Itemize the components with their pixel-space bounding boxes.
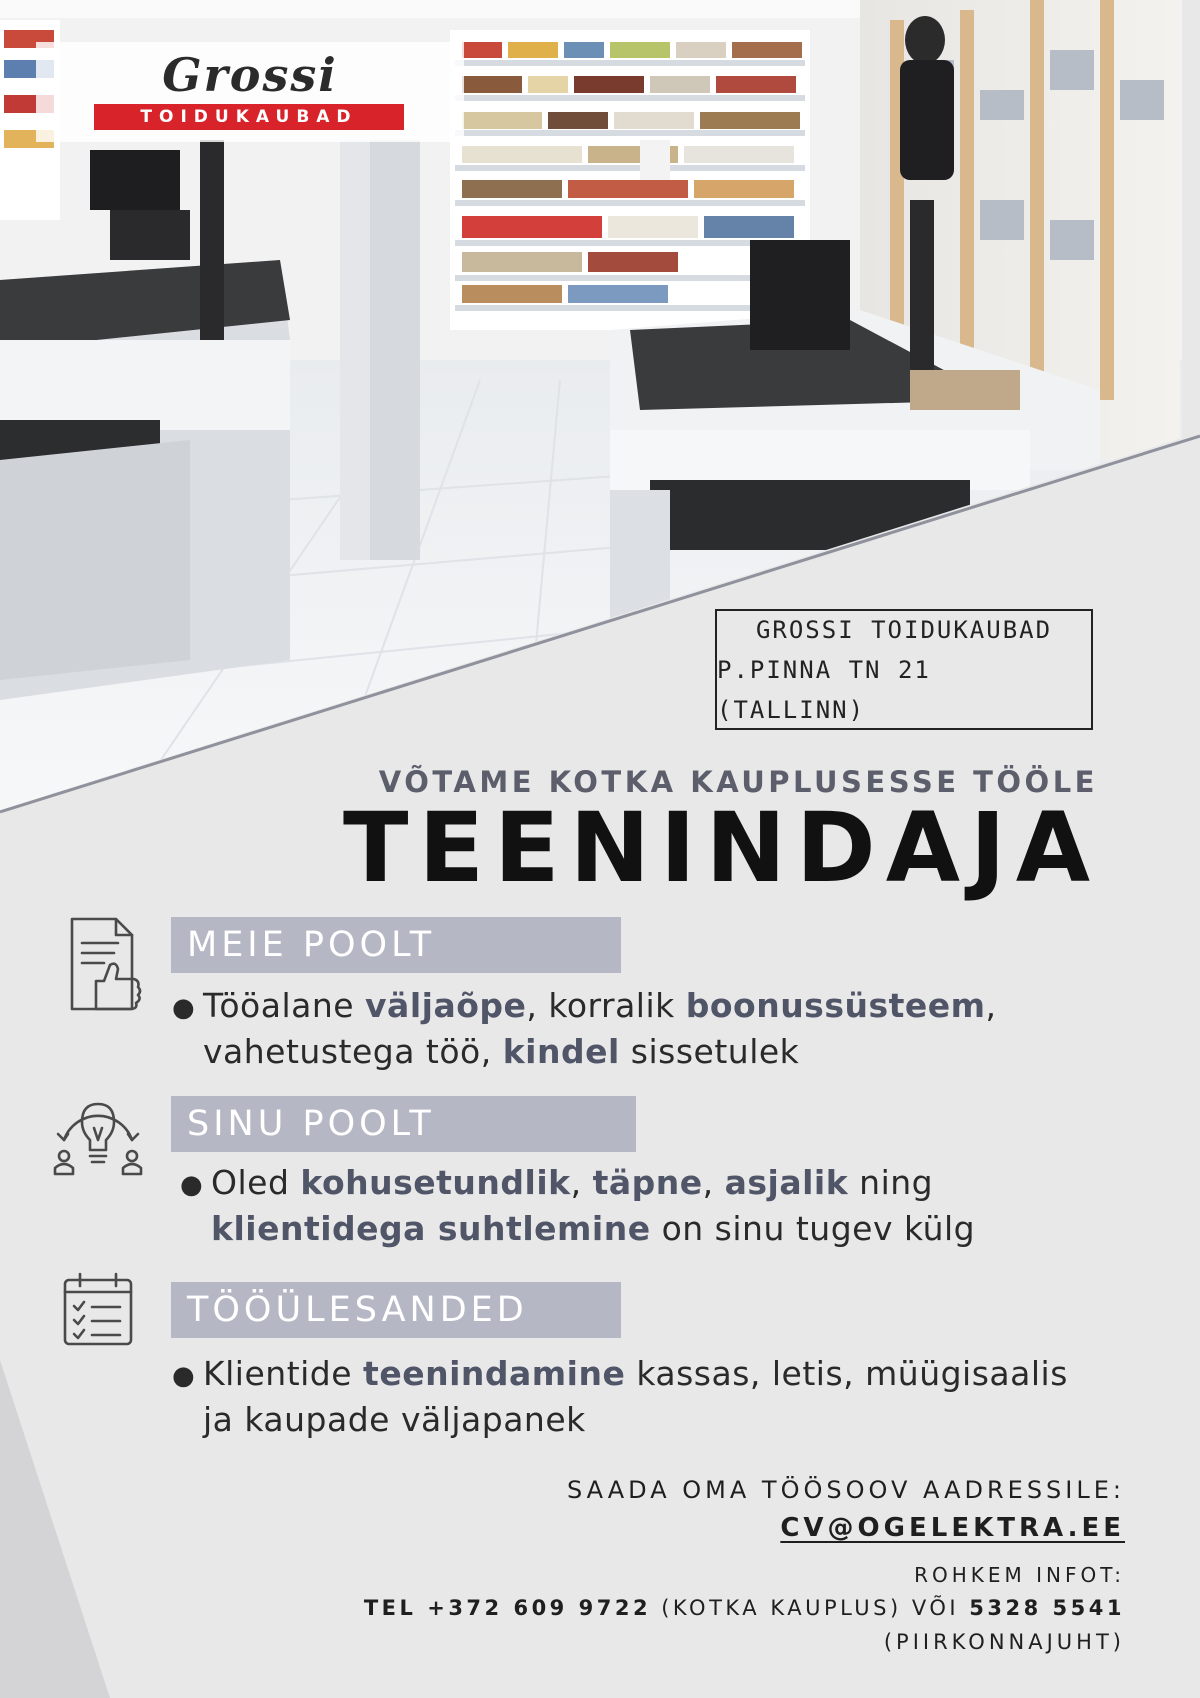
body-text: Oled bbox=[211, 1163, 301, 1202]
body-text: , korralik bbox=[526, 986, 686, 1025]
bullet: ● bbox=[172, 993, 195, 1023]
body-text: ja kaupade väljapanek bbox=[203, 1400, 586, 1439]
emphasis-text: kohusetundlik bbox=[300, 1163, 571, 1202]
email-link[interactable]: CV@OGELEKTRA.EE bbox=[780, 1513, 1125, 1543]
body-text: on sinu tugev külg bbox=[650, 1209, 976, 1248]
body-text: kassas, letis, müügisaalis bbox=[625, 1354, 1068, 1393]
phone-manager[interactable]: 5328 5541 bbox=[969, 1596, 1125, 1620]
section-text-meie-poolt bbox=[203, 983, 997, 1075]
phone-store-note: (KOTKA KAUPLUS) VÕI bbox=[651, 1596, 970, 1620]
section-line bbox=[211, 1206, 975, 1252]
section-line bbox=[203, 1029, 997, 1075]
section-line bbox=[211, 1160, 975, 1206]
logo-bar-text: TOIDUKAUBAD bbox=[94, 104, 404, 130]
phone-store[interactable]: +372 609 9722 bbox=[427, 1596, 652, 1620]
lightbulb-people-icon bbox=[52, 1088, 144, 1176]
document-thumbs-up-icon bbox=[68, 915, 148, 1015]
bullet: ● bbox=[172, 1361, 195, 1391]
body-text: Klientide bbox=[203, 1354, 364, 1393]
body-text: , bbox=[702, 1163, 725, 1202]
body-text: sissetulek bbox=[619, 1032, 800, 1071]
section-heading-meie-poolt: MEIE POOLT bbox=[171, 917, 621, 973]
more-info-label: ROHKEM INFOT: bbox=[914, 1563, 1125, 1587]
address-line-2: P.PINNA TN 21 (TALLINN) bbox=[717, 655, 931, 724]
emphasis-text: täpne bbox=[592, 1163, 703, 1202]
send-label: SAADA OMA TÖÖSOOV AADRESSILE: bbox=[566, 1476, 1125, 1504]
corner-wedge bbox=[0, 1360, 120, 1698]
emphasis-text: väljaõpe bbox=[365, 986, 527, 1025]
body-text: vahetustega töö, bbox=[203, 1032, 503, 1071]
tel-prefix: TEL bbox=[363, 1596, 428, 1620]
emphasis-text: asjalik bbox=[724, 1163, 849, 1202]
section-text-sinu-poolt bbox=[211, 1160, 975, 1252]
body-text: , bbox=[985, 986, 997, 1025]
address-box bbox=[715, 609, 1093, 730]
section-line bbox=[203, 983, 997, 1029]
section-line bbox=[203, 1351, 1068, 1397]
section-heading-tooulesanded: TÖÖÜLESANDED bbox=[171, 1282, 621, 1338]
emphasis-text: teenindamine bbox=[363, 1354, 626, 1393]
body-text: , bbox=[570, 1163, 593, 1202]
section-line bbox=[203, 1397, 1068, 1443]
calendar-checklist-icon bbox=[62, 1270, 134, 1348]
phone-manager-note: (PIIRKONNAJUHT) bbox=[883, 1630, 1125, 1654]
emphasis-text: boonussüsteem bbox=[685, 986, 986, 1025]
address-line-1: GROSSI TOIDUKAUBAD bbox=[755, 615, 1053, 644]
section-heading-sinu-poolt: SINU POOLT bbox=[171, 1096, 636, 1152]
job-title: TEENINDAJA bbox=[342, 792, 1100, 904]
phone-line bbox=[364, 1596, 1125, 1620]
section-text-tooulesanded bbox=[203, 1351, 1068, 1443]
headline-kicker: VÕTAME KOTKA KAUPLUSESSE TÖÖLE bbox=[378, 765, 1098, 799]
body-text: ning bbox=[848, 1163, 934, 1202]
brand-logo bbox=[36, 42, 464, 142]
emphasis-text: kindel bbox=[502, 1032, 620, 1071]
emphasis-text: klientidega suhtlemine bbox=[211, 1209, 651, 1248]
bullet: ● bbox=[180, 1170, 203, 1200]
logo-script-text: Grossi bbox=[162, 48, 338, 102]
body-text: Tööalane bbox=[203, 986, 366, 1025]
